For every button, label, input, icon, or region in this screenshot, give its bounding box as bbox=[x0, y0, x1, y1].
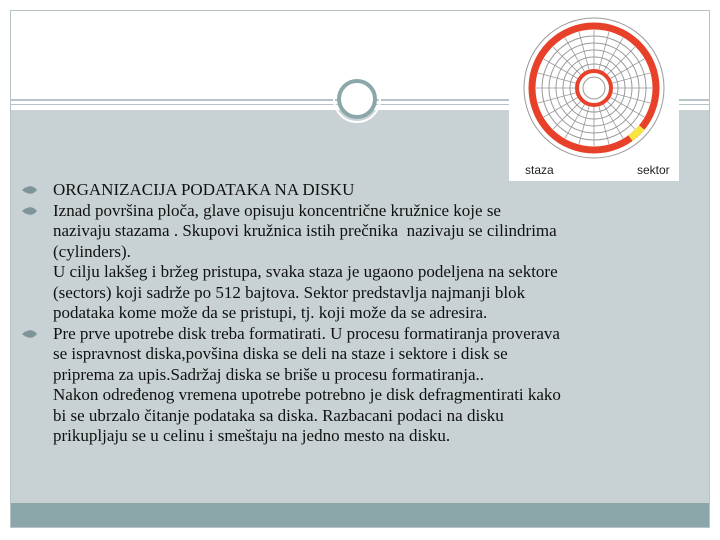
disk-diagram bbox=[509, 13, 679, 163]
disk-figure bbox=[509, 13, 679, 181]
track-label: staza bbox=[525, 163, 554, 177]
bullet-item bbox=[22, 180, 692, 201]
bullet-text: (sectors) koji sadrže po 512 bajtova. Sektor predstavlja najmanji blok bbox=[53, 282, 526, 302]
disk-sector-line bbox=[607, 47, 635, 75]
bullet-text: prikupljaju se u celinu i smeštaju na jedno mesto na disku. bbox=[53, 426, 451, 445]
sector-label: sektor bbox=[637, 163, 670, 177]
disk-sector-line bbox=[553, 47, 581, 75]
disk-hub bbox=[583, 77, 605, 99]
bottom-bar bbox=[11, 503, 709, 527]
bullet-text: nazivaju stazama . Skupovi kružnica istih prečnika nazivaju se cilindrima bbox=[53, 221, 557, 240]
bullet-text: podataka kome može da se pristupi, tj. koji može da se adresira. bbox=[53, 303, 488, 322]
disk-sector-highlight bbox=[630, 128, 641, 139]
bullet-text: U cilju lakšeg i bržeg pristupa, svaka staza je ugaono podeljena na sektore bbox=[53, 262, 558, 281]
bullet-list bbox=[22, 180, 692, 447]
disk-sector-line bbox=[607, 101, 635, 129]
circle-ornament bbox=[337, 79, 377, 119]
bullet-item bbox=[22, 201, 692, 324]
bullet-text: Nakon određenog vremena upotrebe potrebno je disk defragmentirati kako bbox=[53, 385, 561, 404]
disk-sector-line bbox=[553, 101, 581, 129]
bullet-text: bi se ubrzalo čitanje podataka sa diska. Razbacani podaci na disku bbox=[53, 405, 504, 425]
bullet-text: Pre prve upotrebe disk treba formatirati. U procesu formatiranja proverava bbox=[53, 323, 560, 343]
bullet-text: ORGANIZACIJA PODATAKA NA DISKU bbox=[53, 180, 355, 199]
bullet-text: Iznad površina ploča, glave opisuju koncentrične kružnice koje se bbox=[53, 200, 501, 220]
bullet-item bbox=[22, 324, 692, 447]
bullet-icon bbox=[22, 328, 38, 340]
bullet-text: priprema za upis.Sadržaj diska se briše u procesu formatiranja.. bbox=[53, 364, 484, 384]
bullet-icon bbox=[22, 184, 38, 196]
bullet-text: (cylinders). bbox=[53, 241, 131, 261]
bullet-icon bbox=[22, 205, 38, 217]
bullet-text: se ispravnost diska,povšina diska se deli na staze i sektore i disk se bbox=[53, 344, 508, 363]
